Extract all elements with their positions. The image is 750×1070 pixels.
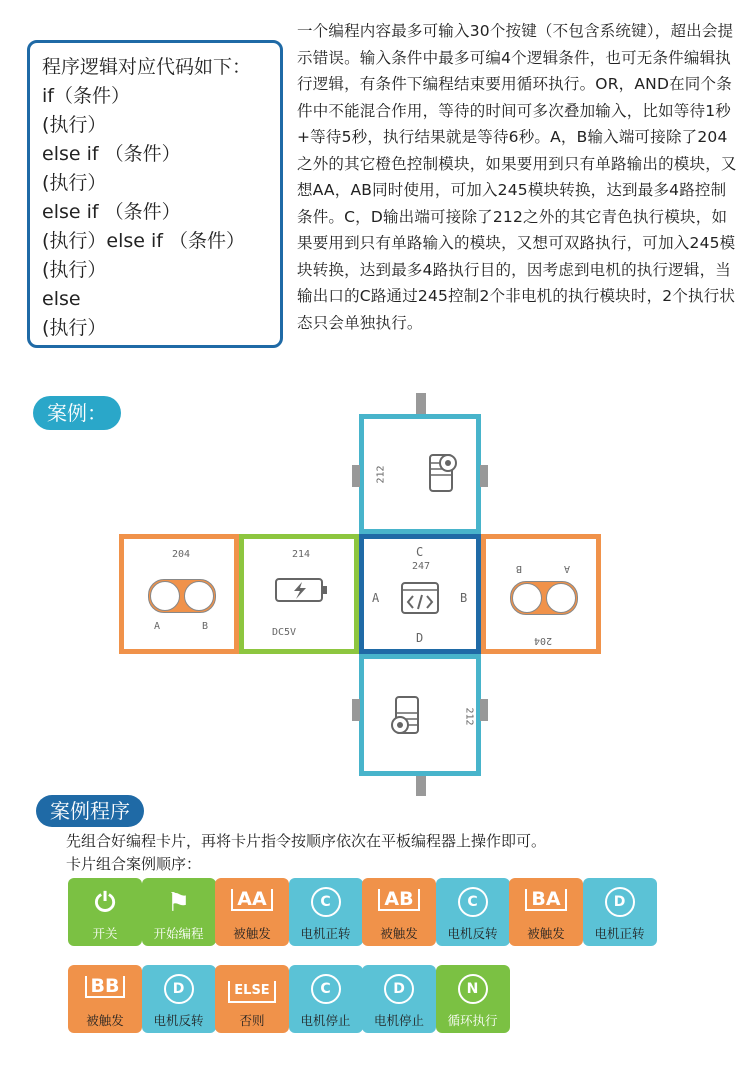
module-212-bottom [359, 654, 481, 776]
program-card [583, 878, 657, 946]
card-label: 开关 [92, 926, 118, 941]
code-logic-box [27, 40, 283, 348]
card-symbol-text: BA [525, 889, 566, 911]
card-symbol [68, 975, 142, 998]
card-symbol [215, 888, 289, 911]
card-label: 被触发 [86, 1013, 124, 1028]
module-number: 212 [375, 465, 387, 484]
module-number: 204 [172, 549, 191, 560]
card-symbol: D [164, 974, 194, 1004]
card-label: 电机反转 [447, 926, 498, 941]
program-card [362, 878, 436, 946]
program-title: 案例程序 [36, 795, 144, 827]
port-a-label: A [564, 563, 571, 574]
code-line: (执行） [42, 172, 107, 194]
module-number: 214 [292, 549, 311, 560]
card-symbol: C [311, 887, 341, 917]
card-label: 否则 [239, 1013, 265, 1028]
card-symbol: ⚑ [166, 888, 191, 918]
card-symbol [215, 981, 289, 1003]
program-card [289, 965, 363, 1033]
card-symbol-text: BB [85, 976, 126, 998]
program-card [68, 965, 142, 1033]
motor-icon [386, 689, 426, 739]
port-d-label: D [416, 631, 424, 645]
port-a-label: A [154, 621, 161, 632]
program-card [142, 878, 216, 946]
program-card [362, 965, 436, 1033]
card-symbol: D [384, 974, 414, 1004]
program-card [289, 878, 363, 946]
code-line: else [42, 288, 81, 310]
module-204-left [119, 534, 239, 654]
card-symbol: N [458, 974, 488, 1004]
side-tab [352, 465, 360, 487]
code-line: 程序逻辑对应代码如下： [42, 56, 252, 78]
port-b-label: B [516, 563, 523, 574]
motor-icon [422, 449, 462, 499]
program-card [436, 878, 510, 946]
module-number: 247 [412, 561, 431, 572]
card-symbol-text: ELSE [228, 981, 275, 1003]
card-symbol-text: AA [231, 889, 272, 911]
card-symbol [509, 888, 583, 911]
card-symbol: C [311, 974, 341, 1004]
connector-bottom [416, 776, 426, 796]
code-line: (执行）else if （条件） [42, 230, 246, 252]
sequence-label: 卡片组合案例顺序： [66, 855, 202, 873]
program-card [436, 965, 510, 1033]
card-symbol: ⏻ [94, 888, 116, 918]
module-214-battery [239, 534, 359, 654]
module-247-controller [359, 534, 481, 654]
card-label: 被触发 [380, 926, 418, 941]
description-text: 一个编程内容最多可输入30个按键（不包含系统键），超出会提示错误。输入条件中最多可编4个逻辑条件，也可无条件编辑执行逻辑，有条件下编程结束要用循环执行。OR，AND在同个条件中不能混合作用，等待的时间可多次叠加输入，比如等待1秒+等待5秒，执行结果就是等待6秒。A，B输入端可接除了204之外的其它橙色控制模块，如果要用到只有单路输出的模块，又想AA，AB同时使用，可加入245模块转换，达到最多4路控制条件。C，D输出端可接除了212之外的其它青色执行模块，如果要用到只有单路输入的模块，又想可双路执行，可加入245模块转换，达到最多4路执行目的，因考虑到电机的执行逻辑，当输出口的C路通过245控制2个非电机的执行模块时，2个执行状态只会单独执行。 [297, 22, 737, 332]
battery-icon [274, 575, 330, 609]
program-card [509, 878, 583, 946]
code-line: (执行） [42, 259, 107, 281]
program-card [215, 878, 289, 946]
code-line: else if （条件） [42, 143, 181, 165]
card-symbol: C [458, 887, 488, 917]
code-line: (执行） [42, 114, 107, 136]
code-icon [400, 581, 440, 615]
card-label: 电机正转 [594, 926, 645, 941]
card-label: 循环执行 [447, 1013, 498, 1028]
module-204-right [481, 534, 601, 654]
toggle-switch-icon [148, 579, 216, 613]
program-card [215, 965, 289, 1033]
instruction-text: 先组合好编程卡片，再将卡片指令按顺序依次在平板编程器上操作即可。 [66, 832, 547, 850]
module-212-top [359, 414, 481, 534]
card-symbol-text: AB [378, 889, 419, 911]
side-tab [480, 465, 488, 487]
port-b-label: B [202, 621, 209, 632]
card-label: 被触发 [527, 926, 565, 941]
card-label: 电机正转 [300, 926, 351, 941]
program-card [142, 965, 216, 1033]
code-line: else if （条件） [42, 201, 181, 223]
dc-label: DC5V [272, 627, 297, 638]
side-tab [480, 699, 488, 721]
card-label: 电机反转 [153, 1013, 204, 1028]
toggle-switch-icon [510, 581, 578, 615]
card-symbol [362, 888, 436, 911]
code-line: if（条件） [42, 85, 130, 107]
side-tab [352, 699, 360, 721]
module-number: 204 [534, 635, 553, 646]
card-label: 电机停止 [373, 1013, 424, 1028]
module-number: 212 [463, 707, 475, 726]
port-c-label: C [416, 545, 424, 559]
card-label: 开始编程 [153, 926, 204, 941]
port-b-label: B [460, 591, 468, 605]
port-a-label: A [372, 591, 380, 605]
card-label: 电机停止 [300, 1013, 351, 1028]
program-card [68, 878, 142, 946]
card-label: 被触发 [233, 926, 271, 941]
example-title: 案例： [33, 396, 121, 430]
code-line: (执行） [42, 317, 107, 339]
card-symbol: D [605, 887, 635, 917]
